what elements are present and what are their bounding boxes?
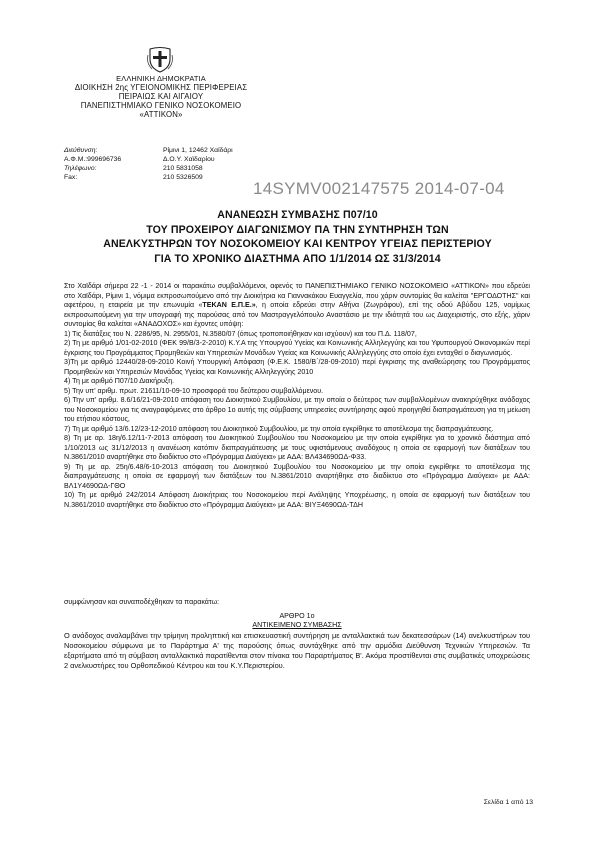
afm-label: Α.Φ.Μ.:999696736 [64, 156, 122, 163]
doy-value: Δ.Ο.Υ. Χαϊδαρίου [163, 156, 215, 163]
address-label: Διεύθυνση: [64, 147, 98, 154]
list-item: 3)Τη με αριθμό 12440/28-09-2010 Κοινή Υπουργική Απόφαση (Φ.Ε.Κ. 1580/Β΄/28-09-2010) περί έγκρισης της αναθεώρησης του Προγράμματος Προμηθειών και Υπηρεσιών Μονάδας Υγείας και Κοινωνικής Αλληλεγγύης 2010 [64, 358, 530, 376]
fax-label: Fax: [64, 174, 78, 181]
article-heading: ΑΡΘΡΟ 1ο [279, 611, 315, 620]
intro-text-a: Στο Χαϊδάρι σήμερα 22 -1 - 2014 οι παρακάτω συμβαλλόμενοι, αφενός το ΠΑΝΕΠΙΣΤΗΜΙΑΚΟ ΓΕΝΙΚΟ ΝΟΣΟΚΟΜΕΙΟ «ΑΤΤΙΚΟΝ» που εδρεύει στο Χαϊδάρι, Ρίμινι 1, νόμιμα εκπροσωπούμενο από την Διοικήτρια κα Γιαννακάκου Ευαγγελία, που χάριν συντομίας θα καλείται "ΕΡΓΟΔΟΤΗΣ" και αφετέρου, η εταιρεία με την επωνυμία « [64, 282, 530, 309]
list-item: 6) Την υπ' αριθμ. 8.6/16/21-09-2010 απόφαση του Διοικητικού Συμβουλίου, με την οποία ο δεύτερος των συμβαλλομένων ανακηρύχθηκε ανάδοχος του Νοσοκομείου για τις αναγραφόμενες στο άρθρο 1ο αυτής της σύμβασης υπηρεσίες συντήρησης αφού προηγηθεί διαπραγμάτευση για τη μείωση του ετήσιου κόστους, [64, 396, 530, 423]
contractor-name: ΤΕΚΑΝ Ε.Π.Ε.» [202, 301, 256, 309]
article-subheading: ΑΝΤΙΚΕΙΜΕΝΟ ΣΥΜΒΑΣΗΣ [252, 621, 342, 629]
greek-emblem-icon [146, 45, 174, 73]
header-line-4: ΠΑΝΕΠΙΣΤΗΜΙΑΚΟ ΓΕΝΙΚΟ ΝΟΣΟΚΟΜΕΙΟ [80, 101, 242, 110]
list-item: 5) Την υπ' αριθμ. πρωτ. 21611/10-09-10 προσφορά του δεύτερου συμβαλλόμενου. [64, 386, 324, 395]
list-item: 8) Τη με αρ. 18η/6.12/11-7-2013 απόφαση του Διοικητικού Συμβουλίου του Νοσοκομείου με την οποία εγκρίθηκε για το χρονικό διάστημα από 1/10/2013 ως 31/12/2013 η ανανέωση κατόπιν διαπραγμάτευσης με τους υφιστάμενους αναδόχους η οποία σε εφαρμογή των διατάξεων του Ν.3861/2010 αναρτήθηκε στο διαδίκτυο στο «Πρόγραμμα Διαύγεια» με ΑΔΑ: ΒΛ434690ΩΔ-Φ33. [64, 434, 530, 461]
phone-value: 210 5831058 [163, 165, 203, 172]
page-number: Σελίδα 1 από 13 [483, 799, 533, 806]
address-block [64, 146, 233, 182]
header-line-1: ΕΛΛΗΝΙΚΗ ΔΗΜΟΚΡΑΤΙΑ [116, 74, 206, 83]
intro-text-c: , η οποία εδρεύει στην Αθήνα (Ζωγράφου), επί της οδού Αβύδου 125, νομίμως εκπροσωπούμενη για την υπογραφή της παρούσας από τον Μαστραγγελόπουλο Αναστάσιο με την ιδιότητά του ως Διαχειριστής, στο εξής, χάριν συντομίας θα καλείται «ΑΝΑΔΟΧΟΣ» και έχοντες υπόψη: [64, 301, 530, 328]
issuer-header [56, 74, 266, 119]
list-item: 9) Τη με αρ. 25η/6.48/6-10-2013 απόφαση του Διοικητικού Συμβουλίου του Νοσοκομείου με την οποία εγκρίθηκε το αποτέλεσμα της διαπραγμάτευσης η οποία σε εφαρμογή των διατάξεων του Ν.3861/2010 αναρτήθηκε στο διαδίκτυο στο «Πρόγραμμα Διαύγεια» με ΑΔΑ: ΒΛ1Υ4690ΩΔ-ΓΘΟ [64, 462, 530, 490]
title-line-2: ΤΟΥ ΠΡΟΧΕΙΡΟΥ ΔΙΑΓΩΝΙΣΜΟΥ ΠΑ ΤΗΝ ΣΥΝΤΗΡΗΣΗ ΤΩΝ [146, 223, 449, 236]
header-line-2: ΔΙΟΙΚΗΣΗ 2ης ΥΓΕΙΟΝΟΜΙΚΗΣ ΠΕΡΙΦΕΡΕΙΑΣ [74, 83, 248, 92]
ada-stamp: 14SYMV002147575 2014-07-04 [253, 179, 505, 198]
list-item: 10) Τη με αριθμό 242/2014 Απόφαση Διοικήτριας του Νοσοκομείου περί Ανάληψης Υποχρέωσης, η οποία σε εφαρμογή των διατάξεων του Ν.3861/2010 αναρτήθηκε στο διαδίκτυο στο «Πρόγραμμα Διαύγεια» με ΑΔΑ: ΒΙΥΞ4690ΩΔ-ΤΔΗ [64, 491, 530, 509]
header-line-5: «ΑΤΤΙΚΟΝ» [139, 110, 183, 119]
header-line-3: ΠΕΙΡΑΙΩΣ ΚΑΙ ΑΙΓΑΙΟΥ [118, 92, 204, 101]
document-title [0, 208, 595, 266]
list-item: 1) Τις διατάξεις του Ν. 2286/95, Ν. 2955/01, Ν.3580/07 (όπως τροποποιήθηκαν και ισχύουν) και του Π.Δ. 118/07, [64, 329, 417, 338]
title-line-4: ΓΙΑ ΤΟ ΧΡΟΝΙΚΟ ΔΙΑΣΤΗΜΑ ΑΠΟ 1/1/2014 ΩΣ 31/3/2014 [154, 252, 441, 265]
fax-value: 210 5326509 [163, 174, 203, 181]
list-item: 2) Τη με αριθμό 1/01-02-2010 (ΦΕΚ 99/Β/3-2-2010) Κ.Υ.Α της Υπουργού Υγείας και Κοινωνικής Αλληλεγγύης και του Υφυπουργού Οικονομικών περί έγκρισης του Προγράμματος Προμηθειών και Υπηρεσιών Μονάδων Υγείας και Κοινωνικής Αλληλεγγύης στο οποίο έχει ενταχθεί ο διαγωνισμός. [64, 339, 530, 357]
title-line-3: ΑΝΕΛΚΥΣΤΗΡΩΝ ΤΟΥ ΝΟΣΟΚΟΜΕΙΟΥ ΚΑΙ ΚΕΝΤΡΟΥ ΥΓΕΙΑΣ ΠΕΡΙΣΤΕΡΙΟΥ [103, 238, 492, 250]
phone-label: Τηλέφωνο: [64, 165, 97, 172]
document-body [64, 282, 530, 671]
list-item: 7) Τη με αριθμό 13/6.12/23-12-2010 απόφαση του Διοικητικού Συμβουλίου, με την οποία εγκρίθηκε το αποτέλεσμα της διαπραγμάτευσης. [64, 424, 494, 433]
list-item: 4) Τη με αριθμό Π07/10 Διακήρυξη. [64, 377, 175, 385]
agreed-line: συμφώνησαν και συναποδέχθηκαν τα παρακάτω: [64, 598, 220, 606]
title-line-1: ΑΝΑΝΕΩΣΗ ΣΥΜΒΑΣΗΣ Π07/10 [217, 209, 378, 221]
intro-paragraph [64, 282, 530, 330]
article-text: Ο ανάδοχος αναλαμβάνει την τρίμηνη προληπτική και επισκευαστική συντήρηση με ανταλλακτικά των δεκατεσσάρων (14) ανελκυστήρων του Νοσοκομείου σύμφωνα με το Παράρτημα Α' της παρούσης όπως συντάχθηκε από την αρμόδια Διεύθυνση Τεχνικών Υπηρεσιών. Τα εξαρτήματα από τη σύμβαση ανταλλακτικά παρατίθενται στον πίνακα του Παραρτήματος Β'. Ακόμα προστίθενται στις συμβατικές υποχρεώσεις 2 ανελκυστήρες του Ορθοπεδικού Κέντρου και του Κ.Υ.Περιστερίου. [64, 630, 530, 671]
address-value: Ρίμινι 1, 12462 Χαϊδάρι [163, 147, 233, 154]
